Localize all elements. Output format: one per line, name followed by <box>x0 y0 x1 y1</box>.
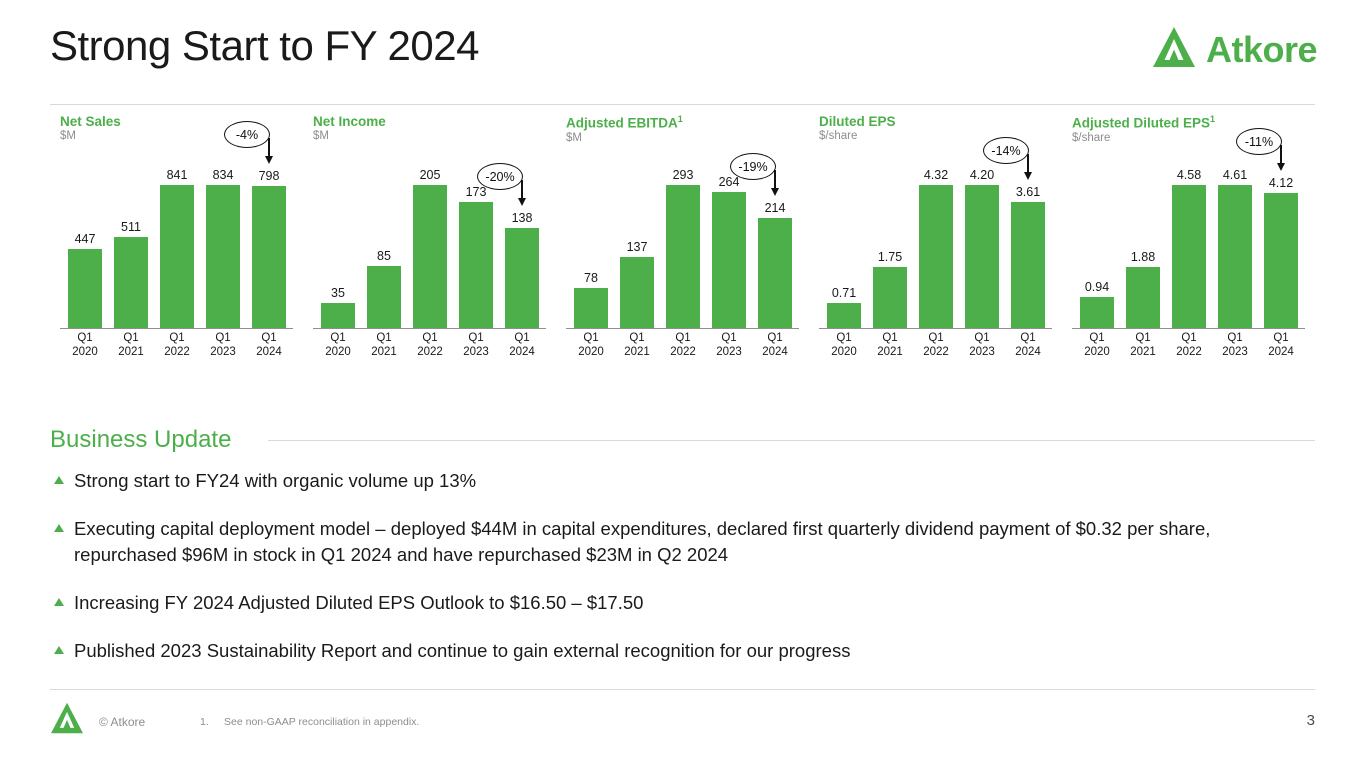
bar-group <box>1080 168 1298 328</box>
x-axis-tick-line: Q1 <box>583 332 599 344</box>
bar-item <box>1011 168 1045 328</box>
bar-value-label: 0.94 <box>1084 280 1110 294</box>
x-axis-tick-line: 2023 <box>716 346 742 358</box>
bar-item <box>712 168 746 328</box>
bar-group <box>321 168 539 328</box>
bar-item <box>68 168 102 328</box>
bullet-text: Executing capital deployment model – deployed $44M in capital expenditures, declared first quarterly dividend payment of $0.32 per share, repurchased $96M in stock in Q1 2024 and have repurchased $23M in Q2 2024 <box>74 518 1211 565</box>
bullet-text: Published 2023 Sustainability Report and continue to gain external recognition for our progress <box>74 640 851 661</box>
page-title: Strong Start to FY 2024 <box>50 22 479 69</box>
bar-value-label: 4.12 <box>1268 176 1294 190</box>
bar <box>1264 193 1298 328</box>
bar-group <box>827 168 1045 328</box>
x-axis-tick-line: 2020 <box>831 346 857 358</box>
x-axis-labels <box>574 331 792 363</box>
chart-plot-area <box>60 127 293 365</box>
bar-item <box>367 168 401 328</box>
bar <box>413 185 447 328</box>
x-axis-tick-label <box>666 331 700 363</box>
bar-item <box>114 168 148 328</box>
x-axis-tick-line: Q1 <box>1181 332 1197 344</box>
x-axis-line <box>1072 328 1305 329</box>
bar <box>367 266 401 328</box>
bar-group <box>574 168 792 328</box>
atkore-triangle-logo-icon <box>1152 26 1196 73</box>
chart-block <box>50 114 303 409</box>
arrow-shaft <box>774 170 776 188</box>
bar <box>965 185 999 328</box>
chart-block <box>809 114 1062 409</box>
bar-value-label: 293 <box>672 168 694 182</box>
x-axis-tick-label <box>459 331 493 363</box>
x-axis-tick-line: Q1 <box>376 332 392 344</box>
x-axis-tick-line: 2022 <box>670 346 696 358</box>
business-update-list <box>52 468 1312 686</box>
arrow-head <box>518 198 526 206</box>
chart-title: Diluted EPS <box>819 114 896 129</box>
bar-value-label: 4.61 <box>1222 168 1248 182</box>
x-axis-tick-label <box>1172 331 1206 363</box>
bar <box>206 185 240 328</box>
arrow-head <box>1277 163 1285 171</box>
bar <box>459 202 493 328</box>
x-axis-tick-line: Q1 <box>836 332 852 344</box>
bar <box>68 249 102 328</box>
bullet-text: Increasing FY 2024 Adjusted Diluted EPS Outlook to $16.50 – $17.50 <box>74 592 644 613</box>
bar-item <box>965 168 999 328</box>
arrow-shaft <box>1027 154 1029 172</box>
x-axis-tick-line: 2021 <box>624 346 650 358</box>
x-axis-tick-label <box>1264 331 1298 363</box>
x-axis-line <box>819 328 1052 329</box>
x-axis-tick-label <box>1126 331 1160 363</box>
x-axis-tick-line: 2021 <box>877 346 903 358</box>
bar-value-label: 4.58 <box>1176 168 1202 182</box>
x-axis-tick-line: Q1 <box>514 332 530 344</box>
arrow-shaft <box>521 180 523 198</box>
bar-item <box>1172 168 1206 328</box>
arrow-head <box>265 156 273 164</box>
arrow-shaft <box>268 138 270 156</box>
chart-title: Net Sales <box>60 114 121 129</box>
x-axis-tick-line: 2024 <box>509 346 535 358</box>
x-axis-tick-label <box>1011 331 1045 363</box>
x-axis-tick-label <box>252 331 286 363</box>
bar-value-label: 798 <box>258 169 280 183</box>
x-axis-tick-label <box>919 331 953 363</box>
x-axis-tick-label <box>1218 331 1252 363</box>
x-axis-tick-label <box>574 331 608 363</box>
triangle-bullet-icon <box>54 646 64 654</box>
chart-plot-area <box>819 143 1052 365</box>
x-axis-tick-label <box>1080 331 1114 363</box>
x-axis-tick-line: 2023 <box>463 346 489 358</box>
triangle-bullet-icon <box>54 598 64 606</box>
bar-value-label: 1.75 <box>877 250 903 264</box>
bar <box>252 186 286 328</box>
x-axis-tick-line: Q1 <box>928 332 944 344</box>
x-axis-tick-label <box>68 331 102 363</box>
x-axis-tick-label <box>114 331 148 363</box>
chart-plot-area <box>566 160 799 365</box>
chart-title: Adjusted EBITDA$^1$ <box>566 114 683 131</box>
bar-item <box>1080 168 1114 328</box>
x-axis-tick-label <box>367 331 401 363</box>
x-axis-tick-line: Q1 <box>1089 332 1105 344</box>
bar-value-label: 35 <box>331 286 345 300</box>
x-axis-tick-line: Q1 <box>974 332 990 344</box>
x-axis-tick-label <box>505 331 539 363</box>
x-axis-line <box>313 328 546 329</box>
bar-value-label: 1.88 <box>1130 250 1156 264</box>
x-axis-tick-line: Q1 <box>77 332 93 344</box>
brand-name: Atkore <box>1205 28 1317 70</box>
bar-group <box>68 168 286 328</box>
bar <box>827 303 861 328</box>
change-callout-badge: -20% <box>477 163 523 190</box>
bar-item <box>620 168 654 328</box>
arrow-head <box>771 188 779 196</box>
chart-unit-label: $/share <box>819 130 858 142</box>
bar <box>114 237 148 328</box>
copyright-text: © Atkore <box>99 715 146 729</box>
bar-value-label: 205 <box>419 168 441 182</box>
bar <box>620 257 654 328</box>
chart-block <box>303 114 556 409</box>
bar-item <box>873 168 907 328</box>
footer-divider <box>50 689 1315 690</box>
x-axis-tick-line: 2021 <box>1130 346 1156 358</box>
x-axis-tick-label <box>160 331 194 363</box>
chart-title: Net Income <box>313 114 386 129</box>
bar-value-label: 4.20 <box>969 168 995 182</box>
chart-title: Adjusted Diluted EPS$^1$ <box>1072 114 1216 131</box>
x-axis-tick-line: Q1 <box>767 332 783 344</box>
bar <box>321 303 355 328</box>
x-axis-line <box>60 328 293 329</box>
bar-value-label: 264 <box>718 175 740 189</box>
x-axis-tick-label <box>873 331 907 363</box>
x-axis-tick-line: 2021 <box>371 346 397 358</box>
bar-item <box>413 168 447 328</box>
change-callout-badge: -19% <box>730 153 776 180</box>
bar-value-label: 511 <box>121 220 141 234</box>
bar-value-label: 0.71 <box>831 286 857 300</box>
business-update-heading: Business Update <box>50 426 232 453</box>
x-axis-tick-line: 2022 <box>923 346 949 358</box>
x-axis-tick-line: Q1 <box>169 332 185 344</box>
x-axis-tick-label <box>965 331 999 363</box>
x-axis-tick-label <box>413 331 447 363</box>
change-callout-badge: -14% <box>983 137 1029 164</box>
x-axis-tick-line: 2022 <box>1176 346 1202 358</box>
bar-value-label: 85 <box>377 249 391 263</box>
x-axis-tick-line: Q1 <box>721 332 737 344</box>
x-axis-tick-line: 2020 <box>72 346 98 358</box>
x-axis-tick-line: Q1 <box>1273 332 1289 344</box>
x-axis-tick-line: Q1 <box>882 332 898 344</box>
bar-item <box>252 168 286 328</box>
footer-logo-icon <box>50 702 84 739</box>
chart-unit-label: $M <box>60 130 76 142</box>
change-callout-badge: -4% <box>224 121 270 148</box>
brand-logo <box>1152 26 1317 73</box>
bar-item <box>919 168 953 328</box>
x-axis-labels <box>827 331 1045 363</box>
x-axis-tick-line: Q1 <box>1135 332 1151 344</box>
footnote-number: 1. <box>200 716 209 728</box>
bar-item <box>321 168 355 328</box>
x-axis-tick-line: Q1 <box>675 332 691 344</box>
bar-item <box>1218 168 1252 328</box>
chart-unit-label: $M <box>313 130 329 142</box>
business-update-divider <box>268 440 1315 441</box>
x-axis-tick-line: Q1 <box>468 332 484 344</box>
arrow-shaft <box>1280 145 1282 163</box>
bar-item <box>1126 168 1160 328</box>
bullet-item <box>52 590 1312 616</box>
x-axis-tick-line: 2024 <box>256 346 282 358</box>
x-axis-tick-label <box>827 331 861 363</box>
bar-item <box>459 168 493 328</box>
x-axis-tick-line: 2023 <box>1222 346 1248 358</box>
x-axis-tick-label <box>620 331 654 363</box>
x-axis-tick-line: 2020 <box>1084 346 1110 358</box>
triangle-bullet-icon <box>54 476 64 484</box>
chart-title-footnote-marker: 1 <box>1210 114 1216 124</box>
x-axis-tick-label <box>206 331 240 363</box>
bar <box>1218 185 1252 328</box>
x-axis-line <box>566 328 799 329</box>
x-axis-tick-line: Q1 <box>123 332 139 344</box>
x-axis-tick-label <box>321 331 355 363</box>
bar-value-label: 447 <box>74 232 96 246</box>
triangle-bullet-icon <box>54 524 64 532</box>
bar-value-label: 214 <box>764 201 786 215</box>
bar-value-label: 173 <box>465 185 487 199</box>
chart-block <box>1062 114 1315 409</box>
page-number: 3 <box>1306 712 1315 729</box>
bullet-item <box>52 516 1312 568</box>
bar <box>1172 185 1206 328</box>
bar-item <box>206 168 240 328</box>
bar-value-label: 4.32 <box>923 168 949 182</box>
x-axis-tick-line: Q1 <box>1020 332 1036 344</box>
header-divider <box>50 104 1315 105</box>
x-axis-tick-line: 2020 <box>325 346 351 358</box>
chart-block <box>556 114 809 409</box>
chart-unit-label: $/share <box>1072 131 1111 144</box>
footnote-text: See non-GAAP reconciliation in appendix. <box>224 716 420 728</box>
x-axis-tick-line: Q1 <box>422 332 438 344</box>
bar <box>1011 202 1045 328</box>
x-axis-tick-line: 2024 <box>1268 346 1294 358</box>
x-axis-tick-line: Q1 <box>330 332 346 344</box>
x-axis-tick-line: Q1 <box>215 332 231 344</box>
x-axis-tick-line: 2022 <box>164 346 190 358</box>
x-axis-labels <box>68 331 286 363</box>
x-axis-labels <box>321 331 539 363</box>
bar <box>505 228 539 328</box>
bar <box>758 218 792 328</box>
x-axis-tick-line: Q1 <box>1227 332 1243 344</box>
bar <box>1126 267 1160 328</box>
bullet-text: Strong start to FY24 with organic volume up 13% <box>74 470 477 491</box>
bar-value-label: 78 <box>584 271 598 285</box>
bar <box>873 267 907 328</box>
change-callout-badge: -11% <box>1236 128 1282 155</box>
bar-value-label: 137 <box>626 240 648 254</box>
chart-title-footnote-marker: 1 <box>677 114 683 124</box>
bar-value-label: 834 <box>212 168 234 182</box>
bar <box>160 185 194 328</box>
chart-unit-label: $M <box>566 131 582 144</box>
x-axis-tick-line: 2020 <box>578 346 604 358</box>
arrow-head <box>1024 172 1032 180</box>
x-axis-tick-line: 2024 <box>1015 346 1041 358</box>
bar-value-label: 138 <box>511 211 533 225</box>
kpi-chart-row <box>50 114 1315 409</box>
x-axis-tick-line: 2022 <box>417 346 443 358</box>
bar-value-label: 841 <box>166 168 188 182</box>
x-axis-tick-line: 2021 <box>118 346 144 358</box>
bar-item <box>666 168 700 328</box>
bar <box>712 192 746 328</box>
bar <box>574 288 608 328</box>
bullet-item <box>52 468 1312 494</box>
x-axis-tick-label <box>712 331 746 363</box>
x-axis-tick-line: 2023 <box>210 346 236 358</box>
x-axis-tick-label <box>758 331 792 363</box>
bar-item <box>827 168 861 328</box>
chart-plot-area <box>313 160 546 365</box>
bar-item <box>574 168 608 328</box>
bullet-item <box>52 638 1312 664</box>
bar <box>1080 297 1114 328</box>
x-axis-tick-line: Q1 <box>261 332 277 344</box>
x-axis-tick-line: 2024 <box>762 346 788 358</box>
bar <box>666 185 700 328</box>
bar-item <box>160 168 194 328</box>
x-axis-tick-line: 2023 <box>969 346 995 358</box>
x-axis-tick-line: Q1 <box>629 332 645 344</box>
bar <box>919 185 953 328</box>
bar-value-label: 3.61 <box>1015 185 1041 199</box>
x-axis-labels <box>1080 331 1298 363</box>
bar-item <box>1264 168 1298 328</box>
